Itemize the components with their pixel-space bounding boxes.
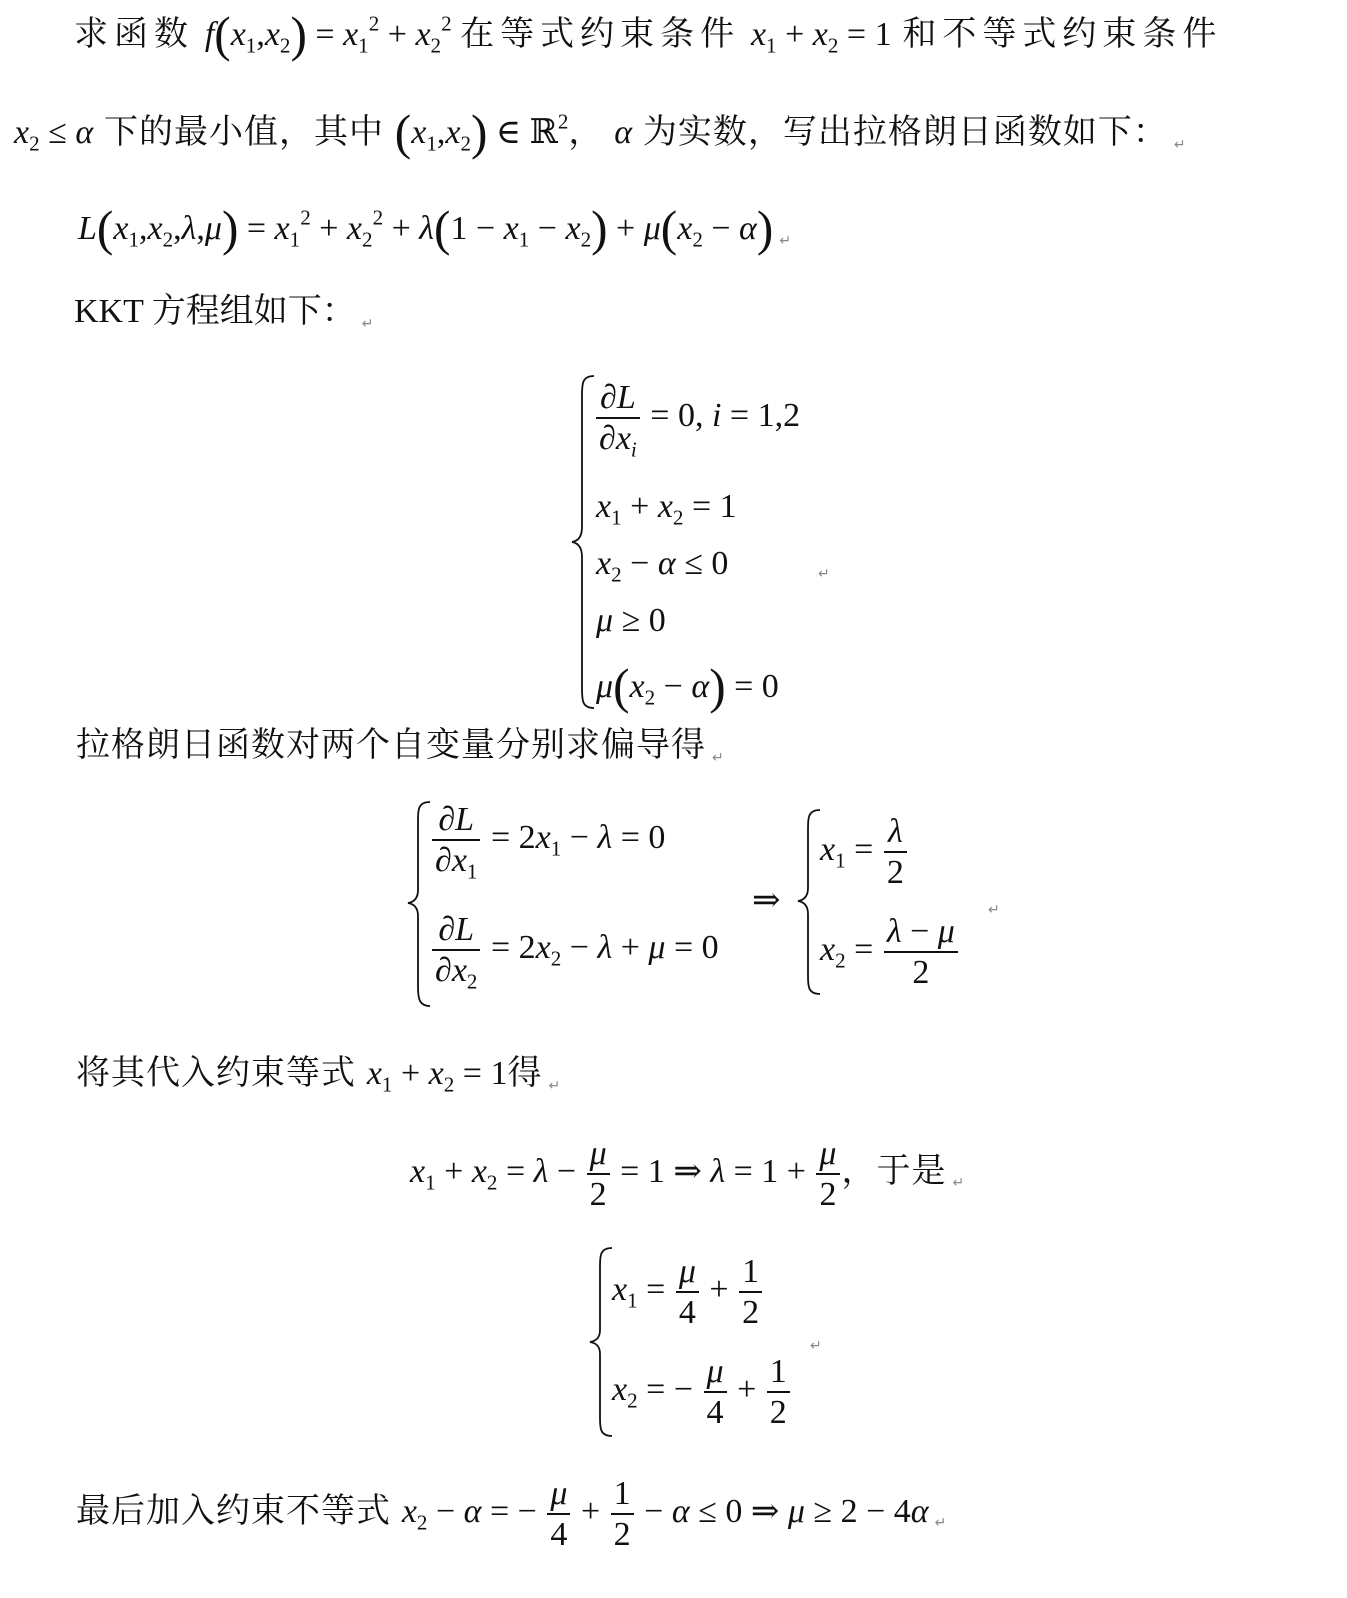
mu-quarter-fraction: $\frac{\mu}{4}$ [676,1252,699,1332]
mu-quarter-fraction-2: $\frac{\mu}{4}$ [704,1352,727,1432]
mu-system-x1: $x_1$ = $\frac{\mu}{4}$ + $\frac{1}{2}$ [612,1252,764,1332]
kkt-eq-1: $\frac{\partial L}{\partial x_i}$ = 0, i = 1,2 [594,378,800,458]
dL-dxi-fraction: $\frac{\partial L}{\partial x_i}$ [596,378,640,458]
partial-eq-2: $\frac{\partial L}{\partial x_2}$ = $2x_2 - \lambda + \mu = 0$ [430,910,719,990]
mu-system-x2: $x_2$ = − $\frac{\mu}{4}$ + $\frac{1}{2}$ [612,1352,792,1432]
formula-f-def: $f(x_1,x_2) = x_1^2 + x_2^2$ [204,7,452,62]
partial-eq-1: $\frac{\partial L}{\partial x_1}$ = $2x_1 - \lambda = 0$ [430,800,665,880]
one-half-fraction: $\frac{1}{2}$ [739,1252,762,1332]
formula-alpha: α [614,114,633,152]
one-half-fraction-3: $\frac{1}{2}$ [611,1474,634,1554]
intro-text-6: 为实数，写出拉格朗日函数如下： [642,112,1168,153]
paragraph-mark: ↵ [361,315,374,332]
formula-domain: $(x_1,x_2)$ ∈ ℝ$^2$ [394,105,569,160]
solution-x2: $x_2$ = $\frac{\lambda - \mu}{2}$ [820,912,960,992]
dL-dx1-fraction: $\frac{\partial L}{\partial x_1}$ [432,800,480,880]
solution-x1: $x_1$ = $\frac{\lambda}{2}$ [820,812,909,892]
intro-line-2 [14,105,1186,160]
kkt-eq-4: μ ≥ 0 [596,602,666,639]
intro-text-2: 在等式约束条件 [460,14,741,55]
intro-text-5: ， [568,112,604,153]
final-text-1: 最后加入约束不等式 [76,1490,391,1531]
substitute-text-2: 得 [507,1053,543,1093]
kkt-eq-3: $x_2 - \alpha \le 0$ [596,545,729,587]
one-half-fraction-2: $\frac{1}{2}$ [767,1352,790,1432]
intro-line-1 [74,7,1223,62]
formula-ineq-constraint: $x_2 \le \alpha$ [14,114,94,156]
paragraph-mark: ↵ [548,1077,561,1094]
mu-half-fraction: $\frac{\mu}{2}$ [587,1134,610,1214]
final-line [76,1474,946,1554]
partial-heading [76,725,724,766]
paragraph-mark: ↵ [779,232,792,249]
substitute-line [76,1053,561,1097]
lagrangian-formula: $L(x_1,x_2,\lambda,\mu) = x_1^2 + x_2^2 + \lambda(1 - x_1 - x_2) + \mu(x_2 - \alpha)$ ↵ [78,201,792,256]
intro-text-1: 求函数 [74,14,194,55]
lambda-minus-mu-half-fraction: $\frac{\lambda - \mu}{2}$ [884,912,958,992]
kkt-eq-2: $x_1 + x_2 = 1$ [596,488,737,530]
intro-text-3: 和不等式约束条件 [902,14,1223,55]
kkt-heading-text: KKT 方程组如下： [74,293,356,330]
lambda-derivation: $x_1 + x_2 = \lambda$ − $\frac{\mu}{2}$ = 1 ⇒ λ = 1 + $\frac{\mu}{2}$ ，于是 ↵ [410,1135,965,1214]
substitute-text-1: 将其代入约束等式 [76,1053,356,1093]
paragraph-mark: ↵ [818,566,830,582]
mu-quarter-fraction-3: $\frac{\mu}{4}$ [547,1474,570,1554]
paragraph-mark: ↵ [988,902,1000,918]
formula-eq-constraint: $x_1 + x_2 = 1$ [750,16,892,58]
paragraph-mark: ↵ [1173,136,1186,153]
final-formula: $x_2 - \alpha$ = − $\frac{\mu}{4}$ + $\frac{1}{2}$ − α ≤ 0 ⇒ μ ≥ 2 − 4α [401,1475,929,1554]
paragraph-mark: ↵ [810,1338,822,1354]
paragraph-mark: ↵ [712,749,724,766]
formula-eq-constraint-2: $x_1 + x_2 = 1$ [366,1055,508,1097]
paragraph-mark: ↵ [952,1175,965,1192]
kkt-eq-5: $\mu(x_2 - \alpha) = 0$ [596,659,779,714]
paragraph-mark: ↵ [934,1515,947,1532]
mu-half-fraction-2: $\frac{\mu}{2}$ [816,1134,839,1214]
kkt-heading [74,294,374,331]
partial-heading-text: 拉格朗日函数对两个自变量分别求偏导得 [76,725,706,765]
intro-text-4: 下的最小值，其中 [103,112,384,153]
lambda-half-fraction: $\frac{\lambda}{2}$ [884,812,907,892]
dL-dx2-fraction: $\frac{\partial L}{\partial x_2}$ [432,910,480,990]
yushi-text: ，于是 [841,1150,947,1191]
implies-arrow: ⇒ [752,882,781,919]
